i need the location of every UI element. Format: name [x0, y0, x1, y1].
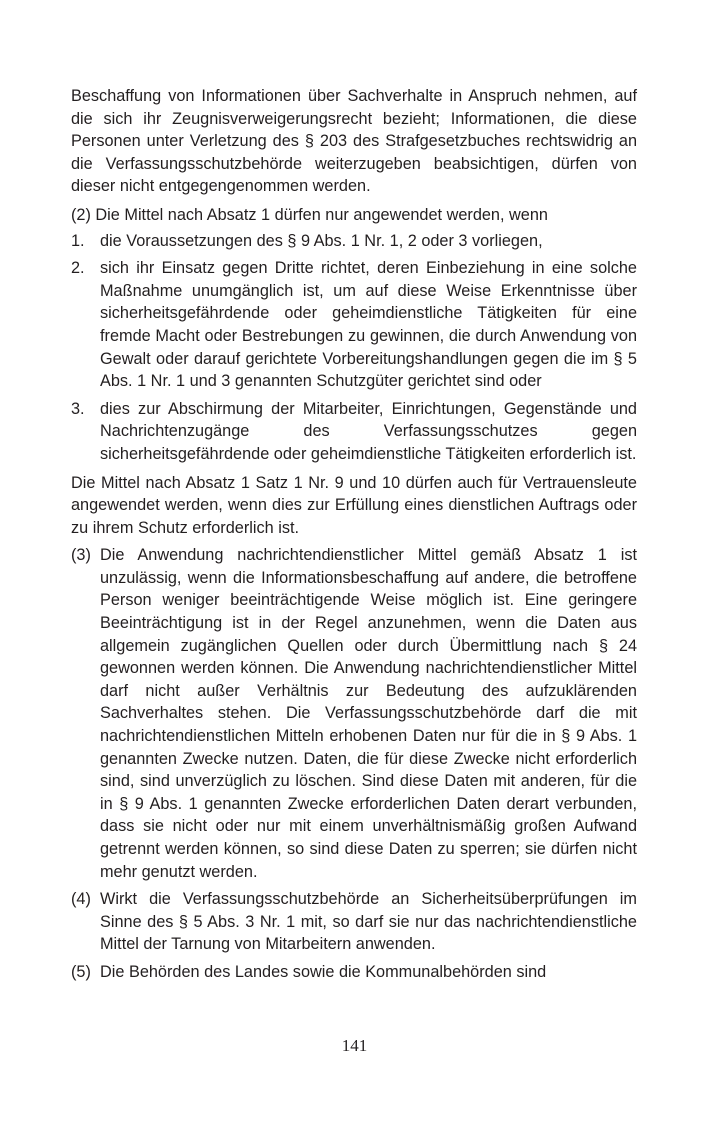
list-item: [71, 257, 637, 393]
paragraph-2-tail: Die Mittel nach Absatz 1 Satz 1 Nr. 9 und 10 dürfen auch für Vertrauensleute angewendet werden, wenn dies zur Erfüllung eines dienstlichen Auftrags oder zu ihrem Schutz erforderlich ist.: [71, 473, 637, 537]
paragraph-2-lead: (2) Die Mittel nach Absatz 1 dürfen nur angewendet werden, wenn: [71, 205, 548, 224]
list-item: [71, 398, 637, 466]
list-item-text: die Voraussetzungen des § 9 Abs. 1 Nr. 1, 2 oder 3 vorliegen,: [100, 231, 543, 250]
section-4: [71, 888, 637, 956]
section-text: Die Behörden des Landes sowie die Kommunalbehörden sind: [100, 962, 547, 981]
page-number: 141: [341, 1036, 368, 1055]
section-number: (5): [71, 962, 91, 981]
list-item: [71, 230, 637, 253]
list-item-text: dies zur Abschirmung der Mitarbeiter, Einrichtungen, Gegenstände und Nachrichtenzugänge des Verfassungsschutzes gegen sicherheitsgefährdende oder geheimdienstliche Tätigkeiten erforderlich ist.: [100, 399, 637, 463]
list-item-number: 2.: [71, 259, 85, 278]
section-text: Wirkt die Verfassungsschutzbehörde an Sicherheitsüberprüfungen im Sinne des § 5 Abs. 3 Nr. 1 mit, so darf sie nur das nachrichtendienstliche Mittel der Tarnung von Mitarbeitern anwenden.: [100, 890, 637, 954]
intro-paragraph: Beschaffung von Informationen über Sachverhalte in Anspruch nehmen, auf die sich ihr Zeugnisverweigerungsrecht bezieht; Informationen, die diese Personen unter Verletzung des § 203 des Strafgesetzbuches rechtswidrig an die Verfassungsschutzbehörde weiterzugeben beabsichtigen, dürfen von dieser nicht entgegengenommen werden.: [71, 87, 637, 196]
section-number: (3): [71, 546, 91, 565]
section-5: [71, 961, 637, 984]
list-item-text: sich ihr Einsatz gegen Dritte richtet, deren Einbeziehung in eine solche Maßnahme unumgänglich ist, um auf diese Weise Erkenntnisse über sicherheitsgefährdende oder geheimdienstliche Tätigkeiten für eine fremde Macht oder Bestrebungen zu gewinnen, die durch Anwendung von Gewalt oder darauf gerichtete Vorbereitungshandlungen gegen die im § 5 Abs. 1 Nr. 1 und 3 genannten Schutzgüter gerichtet sind oder: [100, 259, 637, 391]
sections-list: [71, 544, 637, 983]
section-text: Die Anwendung nachrichtendienstlicher Mittel gemäß Absatz 1 ist unzulässig, wenn die Informationsbeschaffung auf andere, die betroffene Person weniger beeinträchtigende Weise möglich ist. Eine geringere Beeinträchtigung ist in der Regel anzunehmen, wenn die Daten aus allgemein zugänglichen Quellen oder durch Übermittlung nach § 24 gewonnen werden können. Die Anwendung nachrichtendienstlicher Mittel darf nicht außer Verhältnis zur Bedeutung des aufzuklärenden Sachverhaltes stehen. Die Verfassungsschutzbehörde darf die mit nachrichtendienstlichen Mitteln erhobenen Daten nur für die in § 9 Abs. 1 genannten Zwecke nutzen. Daten, die für diese Zwecke nicht erforderlich sind, sind unverzüglich zu löschen. Sind diese Daten mit anderen, für die in § 9 Abs. 1 genannten Zwecke erforderlichen Daten derart verbunden, dass sie nicht oder nur mit einem unverhältnismäßig großen Aufwand getrennt werden können, so sind diese Daten zu sperren; sie dürfen nicht mehr genutzt werden.: [100, 546, 637, 881]
section-number: (4): [71, 890, 91, 909]
paragraph-2-list: [71, 230, 637, 466]
list-item-number: 1.: [71, 231, 85, 250]
document-body: [71, 85, 637, 984]
list-item-number: 3.: [71, 399, 85, 418]
section-3: [71, 544, 637, 883]
